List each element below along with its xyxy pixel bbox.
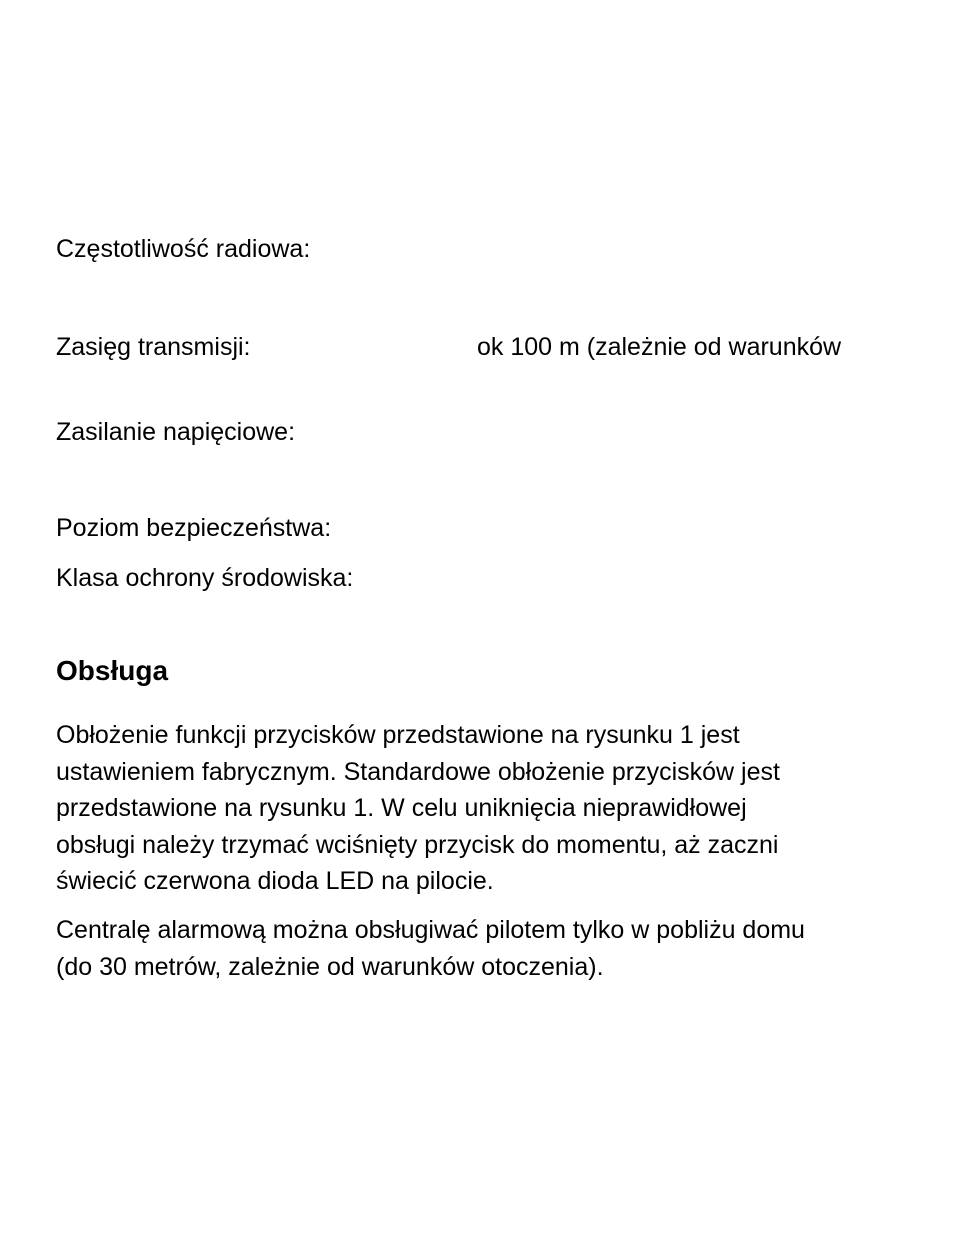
paragraph-line: Obłożenie funkcji przycisków przedstawione na rysunku 1 jest <box>56 721 740 749</box>
spec-label-security-level: Poziom bezpieczeństwa: <box>56 514 332 542</box>
paragraph-line: obsługi należy trzymać wciśnięty przycisk do momentu, aż zaczni <box>56 830 779 859</box>
paragraph-line: ustawieniem fabrycznym. Standardowe obłożenie przycisków jest <box>56 757 780 786</box>
paragraph-line: świecić czerwona dioda LED na pilocie. <box>56 867 494 896</box>
spec-label-power-supply: Zasilanie napięciowe: <box>56 418 296 446</box>
spec-label-environment-class: Klasa ochrony środowiska: <box>56 564 354 592</box>
spec-value-transmission-range: ok 100 m (zależnie od warunków <box>477 333 842 361</box>
paragraph-line: Centralę alarmową można obsługiwać pilotem tylko w pobliżu domu <box>56 916 805 944</box>
section-heading: Obsługa <box>56 655 169 686</box>
paragraph-button-assignment <box>56 717 916 900</box>
paragraph-remote-range <box>56 912 916 985</box>
paragraph-line: przedstawione na rysunku 1. W celu uniknięcia nieprawidłowej <box>56 794 747 823</box>
paragraph-line: (do 30 metrów, zależnie od warunków otoczenia). <box>56 952 604 981</box>
spec-label-radio-frequency: Częstotliwość radiowa: <box>56 235 311 263</box>
spec-label-transmission-range: Zasięg transmisji: <box>56 333 251 361</box>
